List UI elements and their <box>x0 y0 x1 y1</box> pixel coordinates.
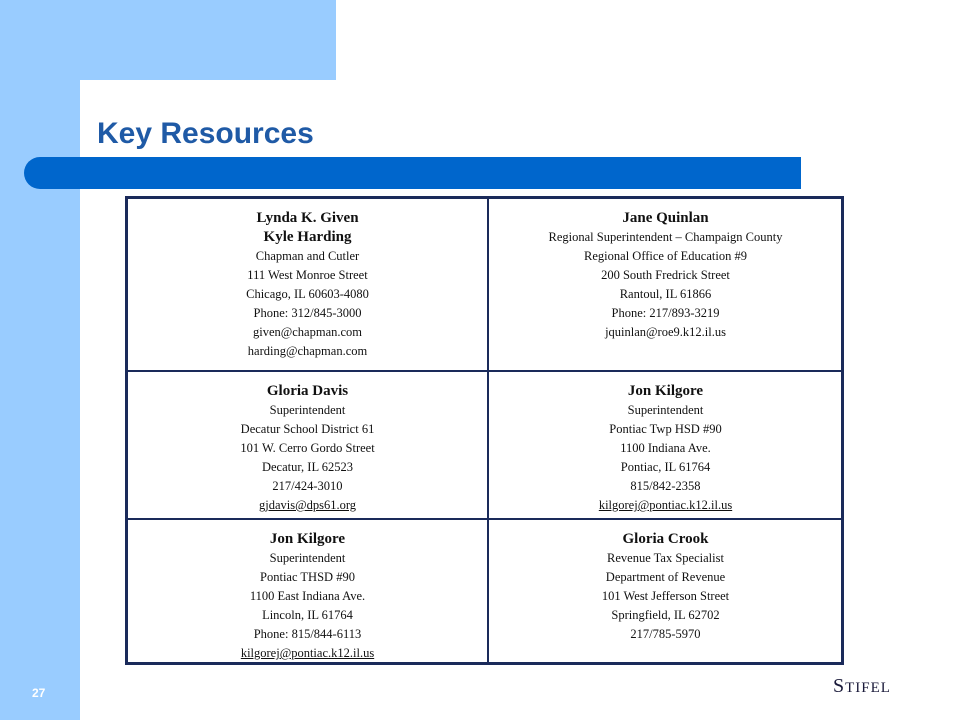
contact-detail-line: Revenue Tax Specialist <box>607 551 724 565</box>
contact-detail-line: Phone: 217/893-3219 <box>611 306 720 320</box>
logo-text: STIFEL <box>833 675 891 697</box>
contact-detail-line: Regional Superintendent – Champaign County <box>548 230 783 244</box>
contact-detail-line: given@chapman.com <box>252 325 363 339</box>
stifel-logo <box>833 675 891 698</box>
contact-detail-line: Superintendent <box>627 403 704 417</box>
contacts-table <box>125 196 844 665</box>
contact-detail-line: 200 South Fredrick Street <box>601 268 730 282</box>
contact-detail-line: harding@chapman.com <box>247 344 368 358</box>
contact-cell-quinlan <box>487 199 842 370</box>
title-underline-bar <box>24 157 801 189</box>
top-accent-band <box>0 0 336 80</box>
contact-cell-crook <box>487 518 842 662</box>
contact-detail-line: Phone: 815/844-6113 <box>253 627 362 641</box>
contact-detail-line: 111 West Monroe Street <box>247 268 368 282</box>
contact-detail-line: Pontiac, IL 61764 <box>620 460 711 474</box>
contact-detail-line: 815/842-2358 <box>630 479 701 493</box>
contact-detail-line: Pontiac Twp HSD #90 <box>609 422 722 436</box>
contact-detail-line: Regional Office of Education #9 <box>584 249 747 263</box>
contact-detail-line: Pontiac THSD #90 <box>260 570 355 584</box>
contact-detail-line: jquinlan@roe9.k12.il.us <box>605 325 726 339</box>
contact-name: Gloria Crook <box>622 531 709 547</box>
contact-detail-line: 217/424-3010 <box>272 479 343 493</box>
contact-detail-line: Superintendent <box>269 403 346 417</box>
contact-name: Jon Kilgore <box>269 531 346 547</box>
contact-detail-line: Department of Revenue <box>605 570 726 584</box>
contact-name: Jon Kilgore <box>627 383 704 399</box>
contact-detail-line: 101 W. Cerro Gordo Street <box>240 441 375 455</box>
page-number: 27 <box>32 686 46 700</box>
contact-name: Kyle Harding <box>263 229 352 245</box>
contact-detail-line: Springfield, IL 62702 <box>611 608 720 622</box>
contact-detail-line: 101 West Jefferson Street <box>601 589 730 603</box>
contact-email-link[interactable]: kilgorej@pontiac.k12.il.us <box>598 498 733 512</box>
contact-detail-line: 1100 Indiana Ave. <box>620 441 711 455</box>
page-title: Key Resources <box>97 117 314 150</box>
contact-name: Gloria Davis <box>266 383 349 399</box>
contact-detail-line: Chapman and Cutler <box>255 249 360 263</box>
left-accent-band <box>0 0 80 720</box>
contact-detail-line: Superintendent <box>269 551 346 565</box>
contact-email-link[interactable]: kilgorej@pontiac.k12.il.us <box>240 646 375 660</box>
contact-name: Jane Quinlan <box>622 210 709 226</box>
contact-detail-line: Phone: 312/845-3000 <box>253 306 362 320</box>
contact-cell-kilgore-pontiac <box>487 370 842 518</box>
contact-detail-line: 217/785-5970 <box>630 627 701 641</box>
contact-detail-line: Lincoln, IL 61764 <box>262 608 353 622</box>
contact-detail-line: 1100 East Indiana Ave. <box>249 589 366 603</box>
contact-cell-chapman <box>128 199 487 370</box>
contact-detail-line: Rantoul, IL 61866 <box>619 287 712 301</box>
contact-email-link[interactable]: gjdavis@dps61.org <box>258 498 357 512</box>
contact-detail-line: Decatur, IL 62523 <box>261 460 353 474</box>
contact-cell-davis <box>128 370 487 518</box>
contact-detail-line: Decatur School District 61 <box>240 422 375 436</box>
contact-name: Lynda K. Given <box>256 210 359 226</box>
contact-detail-line: Chicago, IL 60603-4080 <box>246 287 369 301</box>
contact-cell-kilgore-lincoln <box>128 518 487 662</box>
